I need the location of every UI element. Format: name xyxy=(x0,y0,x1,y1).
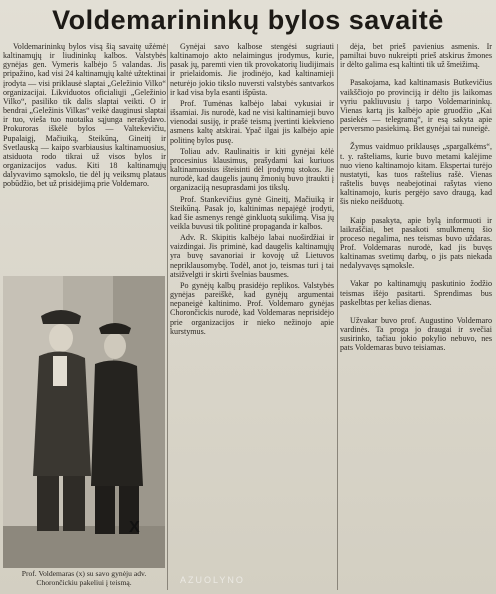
paragraph: Vakar po kaltinamųjų paskutinio žodžio teismas išėjo pasitarti. Sprendimas bus paskelbtas per kelias dienas. xyxy=(340,279,492,307)
spacer xyxy=(340,272,492,279)
photo-illustration xyxy=(3,276,165,568)
column-1 xyxy=(3,42,166,272)
news-photo xyxy=(3,276,165,568)
paragraph: Pasakojama, kad kaltinamasis Butkevičius vaikščiojo po provinciją ir dėlto jis laikomas vyriu pakliuvusiu į tarpo Voldemarininkų. Vienas kartą jis kalbėjo apie gruodžio „Kai pasiekės — telegramą“, ir esą sakyta apie perversmo pasiekimą. Bet gynėjai tai nuneigė. xyxy=(340,78,492,134)
photo-marker: X xyxy=(129,519,140,536)
column-2 xyxy=(170,42,334,594)
spacer xyxy=(340,309,492,316)
paragraph: Adv. R. Skipitis kalbėjo labai nuoširdžiai ir vaizdingai. Jis priminė, kad daugelis kaltinamųjų yra buvę savanoriai ir kovoję už Lietuvos nepriklausomybę. Todėl, anot jo, teismas turi į tai atsižvelgti ir skirti švelnias bausmes. xyxy=(170,233,334,279)
column-3 xyxy=(340,42,492,594)
spacer xyxy=(340,71,492,78)
paragraph: Po gynėjų kalbų prasidėjo replikos. Valstybės gynėjas pareiškė, kad gynėjų argumentai nepaneigė kaltinimo. Prof. Voldemaro gynėjas Chorončickis nurodė, kad Voldemaras neprisidėjo prie organizacijos ir nieko nežinojo apie kurstymus. xyxy=(170,280,334,336)
photo-caption: Prof. Voldemaras (x) su savo gynėju adv. Chorončickiu pakeliui į teismą. xyxy=(21,569,147,587)
watermark: AZUOLYNO xyxy=(180,575,245,585)
column-divider xyxy=(337,44,338,590)
paragraph: Gynėjai savo kalbose stengėsi sugriauti kaltinamojo akto nelaimingus įrodymus, kurie, pasak jų, paremti vien tik provokatorių liudijimais ir prielaidomis. Jie įrodinėjo, kad kaltinamieji neturėjo jokio tikslo nuversti valstybės santvarkos ir kad visa byla esanti išpūsta. xyxy=(170,42,334,97)
paragraph: dėja, bet prieš pavienius asmenis. Ir pamiltai buvo nukreipti prieš atskirus žmones ir dėlto galima esą kaltinti tik už šmeižimą. xyxy=(340,42,492,70)
paragraph: Žymus vaidmuo priklausęs „spargalkėms“, t. y. rašteliams, kurie buvo metami kalėjime nuo vieno kaltinamojo kitam. Ekspertai turėjo nustatyti, kas tuos raštelius rašė. Vienas raštelis buvęs neabejotinai rašytas vieno kaltinamojo, kuris pergėjo savo draugą, kad šis nieko neišduotų. xyxy=(340,142,492,207)
headline: Voldemarininkų bylos savaitė xyxy=(52,5,444,35)
paragraph: Voldemarininkų bylos visą šią savaitę užėmė kaltinamųjų ir liudininkų kalbos. Valstybės gynėjas gen. Vymeris kalbėjo 5 valandas. Jis pripažino, kad visi 24 kaltinamųjų kaltė užtektinai įrodyta — visi priklausė slaptai „Geležinio Vilko“ organizacijai. Likviduotos oficialiųji „Geležinio Vilko“, pasiliko tik dalis slaptai veikti. O ir bendrai „Geležinis Vilkas“ veikė dauginusi slaptai ir tuo, vieša tuo nuotaika sąjunga nerašydavo. Prokuroras iškėlė bylos — Valtekevičiu, Pupalaigį, Mačiuiką, Steikūną, Gineitį ir Svetlauską — kaipo svarbiausius kaltinamuosius, atsiduota rodo tikrai už visos bylos ir organizacijos vadus. Kiti 18 kaltinamųjų dalyvavimo sąmokslo, tie dėl jų veiksmų plataus pobūdžio, bet už prisidėjimą prie Voldemaro. xyxy=(3,42,166,189)
paragraph: Užvakar buvo prof. Augustino Voldemaro vardinės. Ta proga jo draugai ir svečiai susirinko, tačiau jokio pokylio nebuvo, nes pats Voldemaras buvo teisiamas. xyxy=(340,315,492,353)
paragraph: Prof. Stankevičius gynė Gineitį, Mačiuiką ir Steikūną. Pasak jo, kaltinimas nepajėgė įrodyti, kad šie asmenys rengė ginkluotą sukilimą. Visa jų veikla buvusi tik politinė propaganda ir kalbos. xyxy=(170,194,334,231)
paragraph: Toliau adv. Raulinaitis ir kiti gynėjai kėlė procesinius klausimus, prašydami kai kuriuos kaltinamuosius išteisinti dėl įrodymų stokos. Jie nurodė, kad daugelis jaunų žmonių buvo įtraukti į organizaciją nesuprasdami jos tikslų. xyxy=(170,146,334,193)
column-divider xyxy=(167,44,168,590)
paragraph: Kaip pasakyta, apie bylą informuoti ir laikraščiai, bet pasakoti smulkmenų šio proceso negalima, nes teismas buvo uždaras. Prof. Voldemaras nurodė, kad jis buvęs kaltinamas svetimų darbų, o jis pats niekada nedalyvavęs sąmoksle. xyxy=(340,215,492,271)
paragraph: Prof. Tumėnas kalbėjo labai vykusiai ir išsamiai. Jis nurodė, kad ne visi kaltinamieji buvo vienodai susiję, ir prašė teismą įvertinti kiekvieno asmens kaltę atskirai. Ypač ilgai jis kalbėjo apie politinę bylos pusę. xyxy=(170,98,334,145)
spacer xyxy=(340,209,492,216)
